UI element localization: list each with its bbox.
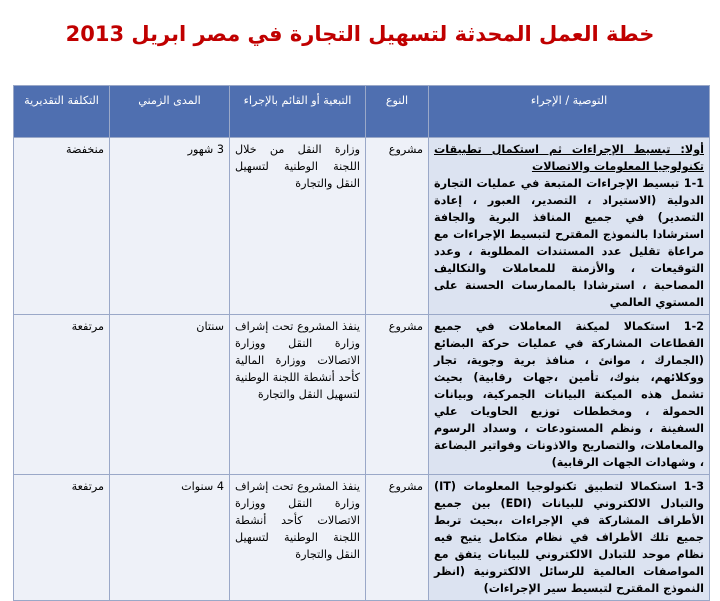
header-type: النوع <box>366 86 429 138</box>
table-row <box>14 138 710 315</box>
table-header-row <box>14 86 710 138</box>
recommendation-cell <box>429 138 710 315</box>
table-row <box>14 315 710 475</box>
header-cost: التكلفة التقديرية <box>14 86 110 138</box>
duration-cell: 3 شهور <box>110 138 230 315</box>
responsibility-cell: ينفذ المشروع تحت إشراف وزارة النقل ووزارة الاتصالات كأحد أنشطة اللجنة الوطنية لتسهيل النقل والتجارة <box>230 475 366 601</box>
header-responsibility: التبعية أو القائم بالإجراء <box>230 86 366 138</box>
cost-cell: مرتفعة <box>14 475 110 601</box>
responsibility-cell: ينفذ المشروع تحت إشراف وزارة النقل ووزارة الاتصالات ووزارة المالية كأحد أنشطة اللجنة الوطنية لتسهيل النقل والتجارة <box>230 315 366 475</box>
recommendation-text: 1-2 استكمالا لميكنة المعاملات في جميع القطاعات المشاركة في عمليات حركة البضائع (الجمارك ، موانئ ، منافذ برية وجوية، تجار ووكلائهم، بنوك، تأمين ،جهات رقابية) بحيث تشمل هذه الميكنة البيانات الجمركية، وبيانات الحمولة ، ومخططات توزيع الحاويات علي السفينة ، ونظم المستودعات ، وسداد الرسوم والمعاملات، والتصاريح والاذونات وفواتير البضاعة ، وشهادات الجهات الرقابية) <box>434 320 704 469</box>
header-duration: المدى الزمني <box>110 86 230 138</box>
type-cell: مشروع <box>366 475 429 601</box>
recommendation-text: 1-3 استكمالا لتطبيق تكنولوجيا المعلومات (IT) والتبادل الالكتروني للبيانات (EDI) بين جميع الأطراف المشاركة في الإجراءات ،بحيث تربط جميع تلك الأطراف في نظام متكامل يتيح فيه نظام موحد للتبادل الالكتروني للبيانات يتفق مع المواصفات العالمية للرسائل الالكترونية (انظر النموذج المقترح لتبسيط سير الإجراءات) <box>434 480 704 595</box>
recommendation-text: 1-1 تبسيط الإجراءات المتبعة في عمليات التجارة الدولية (الاستيراد ، التصدير، العبور ، إعادة التصدير) في جميع المنافذ البرية والجافة استرشادا بالنموذج المقترح لتبسيط الإجراءات مع مراعاة تقليل عدد المستندات المطلوبة ، وعدد التوقيعات ، والأزمنة للمعاملات والتكاليف المصاحبة ، استرشادا بالممارسات الحسنة على المستوي العالمي <box>434 177 704 309</box>
header-recommendation: التوصية / الإجراء <box>429 86 710 138</box>
type-cell: مشروع <box>366 315 429 475</box>
action-plan-table <box>13 85 710 601</box>
section-heading: أولا: تبسيط الإجراءات ثم استكمال تطبيقات تكنولوجيا المعلومات والاتصالات <box>434 143 704 173</box>
type-cell: مشروع <box>366 138 429 315</box>
table-row <box>14 475 710 601</box>
recommendation-cell <box>429 475 710 601</box>
responsibility-cell: وزارة النقل من خلال اللجنة الوطنية لتسهيل النقل والتجارة <box>230 138 366 315</box>
duration-cell: 4 سنوات <box>110 475 230 601</box>
cost-cell: منخفضة <box>14 138 110 315</box>
cost-cell: مرتفعة <box>14 315 110 475</box>
page-title: خطة العمل المحدثة لتسهيل التجارة في مصر ابريل 2013 <box>65 22 655 46</box>
duration-cell: سنتان <box>110 315 230 475</box>
recommendation-cell <box>429 315 710 475</box>
